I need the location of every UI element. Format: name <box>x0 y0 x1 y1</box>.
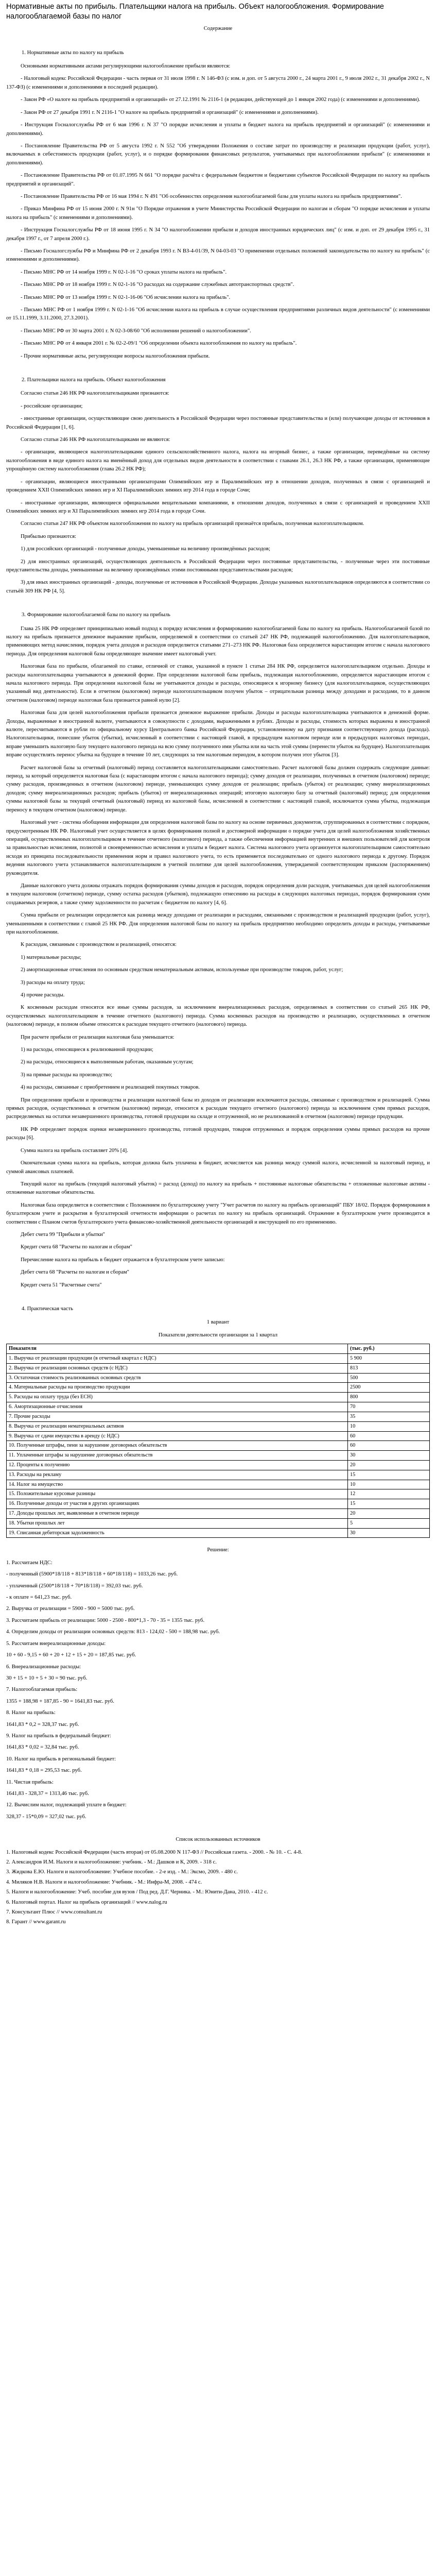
paragraph: - Приказ Минфина РФ от 15 июня 2000 г. N 91н "О Порядке отражения в учете Министерства Российской Федерации по налогам и сборам "О порядке исчисления и уплаты налога на прибыль" (с изменениями и дополнениями). <box>6 206 430 221</box>
table-row <box>7 1518 430 1528</box>
paragraph: К косвенным расходам относятся все иные суммы расходов, за исключением внереализационных расходов, определяемых в соответствии со статьей 265 НК РФ, осуществляемых налогоплательщиком в течение отчетного (налогового) периода. Сумма косвенных расходов на производство и реализацию, осуществленных в отчетном (налоговом) периоде, в полном объеме относится к расходам текущего отчетного (налогового) периода. <box>6 1005 430 1028</box>
paragraph: Глава 25 НК РФ определяет принципиально новый подход к порядку исчисления и формированию налогооблагаемой базы по налогу на прибыль. Налогооблагаемой базой по налогу на прибыль признается денежное выражение прибыли, определяемой в соответствии со статьей 247 НК РФ, подлежащей налогообложению. Для налогоплательщиков, применяющих метод начисления, порядок учета доходов и расходов определяется статьями 271–273 НК РФ. Налоговая база определяется нарастающим итогом с начала налогового периода. Для определения налоговой базы определяющее значение имеет налоговый учет. <box>6 625 430 657</box>
table-row <box>7 1470 430 1480</box>
document-title: Нормативные акты по прибыль. Плательщики налога на прибыль. Объект налогообложения. Формирование налогооблагаемой базы по налог <box>6 3 384 21</box>
table-row <box>7 1509 430 1519</box>
bibliography-heading: Список использованных источников <box>176 1837 260 1843</box>
value-cell: 35 <box>348 1412 430 1421</box>
paragraph: - иностранные организации, являющиеся официальными вещательными компаниями, в отношении доходов, полученных в связи с организацией и проведением XXII Олимпийских зимних игр и XI Паралимпийских зимних игр 2014 года в городе Сочи. <box>6 500 430 514</box>
section-2-body <box>6 389 430 596</box>
paragraph: - Письмо Госналогслужбы РФ и Минфина РФ от 2 декабря 1993 г. N ВЗ-4-01/39, N 04-03-03 "О применении отдельных положений законодательства по налогу на прибыль" (с изменениями и дополнениями). <box>6 248 430 263</box>
paragraph: - Письмо МНС РФ от 1 ноября 1999 г. N 02-1-16 "Об исчислении налога на прибыль в случае осуществления предприятиями различных видов деятельности" (с изменениями от 15.11.1999, 3.11.2000, 27.3.2001). <box>6 307 430 321</box>
bibliography-item: 3. Жидкова Е.Ю. Налоги и налогообложение: Учебное пособие. - 2-е изд. - М.: Эксмо, 2009. - 480 с. <box>6 1869 238 1875</box>
bibliography-item: 7. Консультант Плюс // www.consultant.ru <box>6 1909 102 1916</box>
calc-line: 5. Рассчитаем внереализационные доходы: <box>6 1640 106 1647</box>
paragraph: 3) расходы на оплату труда; <box>21 979 85 986</box>
paragraph: К расходам, связанным с производством и реализацией, относятся: <box>21 942 177 948</box>
paragraph: - Письмо МНС РФ от 18 ноября 1999 г. N 02-1-16 "О расходах на содержание служебных автотранспортных средств". <box>21 282 294 288</box>
paragraph: - Письмо МНС РФ от 30 марта 2001 г. N 02-3-08/60 "Об исполнении решений о налогообложении". <box>21 328 251 334</box>
indicator-cell: 9. Выручка от сдачи имущества в аренду (с НДС) <box>7 1431 348 1441</box>
indicator-cell: 2. Выручка от реализации основных средств (с НДС) <box>7 1363 348 1373</box>
calc-line: 12. Вычислим налог, подлежащий уплате в бюджет: <box>6 1802 127 1808</box>
solution-calculations <box>6 1559 430 1821</box>
bibliography-item: 5. Налоги и налогообложение: Учеб. пособие для вузов / Под ред. Д.Г. Черника. - М.: Юнити-Дана, 2010. - 412 с. <box>6 1889 268 1895</box>
table-header-indicator: Показатели <box>7 1344 348 1354</box>
indicator-cell: 4. Материальные расходы на производство продукции <box>7 1383 348 1393</box>
bibliography-item: 4. Миляков Н.В. Налоги и налогообложение: Учебник. - М.: Инфра-М, 2008. - 474 с. <box>6 1879 202 1885</box>
paragraph: - российские организации; <box>21 403 83 409</box>
value-cell: 60 <box>348 1441 430 1451</box>
indicator-cell: 19. Списанная дебиторская задолженность <box>7 1528 348 1538</box>
indicator-cell: 15. Положительные курсовые разницы <box>7 1489 348 1499</box>
paragraph: - Постановление Правительства РФ от 5 августа 1992 г. N 552 "Об утверждении Положения о составе затрат по производству и реализации продукции (работ, услуг), включаемых в себестоимость продукции (работ, услуг), и о порядке формирования финансовых результатов, учитываемых при налогообложении прибыли" (с изменениями и дополнениями). <box>6 143 430 166</box>
table-row <box>7 1421 430 1431</box>
paragraph: - Прочие нормативные акты, регулирующие вопросы налогообложения прибыли. <box>21 353 210 359</box>
table-header-row <box>7 1344 430 1354</box>
calc-line: 10. Налог на прибыль в региональный бюджет: <box>6 1756 116 1762</box>
paragraph: - иностранные организации, осуществляющие свою деятельность в Российской Федерации через постоянные представительства и (или) получающие доходы от источников в Российской Федерации [1, 6]. <box>6 416 430 430</box>
paragraph: При расчете прибыли от реализации налоговая база уменьшается: <box>21 1034 175 1040</box>
toc-heading: Содержание <box>203 26 233 32</box>
table-row <box>7 1431 430 1441</box>
table-row <box>7 1383 430 1393</box>
table-row <box>7 1354 430 1364</box>
paragraph: 3) для иных иностранных организаций - доходы, полученные от источников в Российской Федерации. Доходы указанных налогоплательщиков определяются в соответствии со статьёй 309 НК РФ [4, 5]. <box>6 580 430 594</box>
value-cell: 800 <box>348 1393 430 1402</box>
calc-line: 3. Рассчитаем прибыль от реализации: 5000 - 2500 - 800*1,3 - 70 - 35 = 1355 тыс. руб. <box>6 1617 205 1623</box>
calc-line: 1641,83 * 0,18 = 295,53 тыс. руб. <box>6 1768 82 1774</box>
paragraph: Налоговая база по прибыли, облагаемой по ставке, отличной от ставки, указанной в пункте 1 статьи 284 НК РФ, определяется налогоплательщиком отдельно. Доходы и расходы налогоплательщика учитываются в денежной форме. При определении налоговой базы прибыль, подлежащая налогообложению, определяется нарастающим итогом с начала налогового периода. При определении налоговой базы не учитываются доходы и расходы, относящиеся к игорному бизнесу (для налогоплательщиков, осуществляющих указанный вид деятельности). Если в отчетном (налоговом) периоде налогоплательщиком получен убыток – отрицательная разница между доходами и расходами, то в данном отчетном (налоговом) периоде налоговая база признается равной нулю [2]. <box>6 664 430 703</box>
paragraph: 1) материальные расходы; <box>21 954 81 960</box>
calc-line: 6. Внереализационные расходы: <box>6 1664 81 1670</box>
paragraph: Налоговая база для целей налогообложения прибыли признается денежное выражение прибыли. Доходы и расходы налогоплательщика учитываются в денежной форме. Доходы, выраженные в иностранной валюте, учитываются в совокупности с доходами, выраженными в рублях. Доходы и расходы, стоимость которых выражена в иностранной валюте, пересчитываются в рубли по официальному курсу Центрального банка Российской Федерации, установленному на дату признания соответствующего дохода (расхода). Налогоплательщики, понесшие убыток (убытки), исчисленный в соответствии с настоящей главой, в предыдущем налоговом периоде или в предыдущих налоговых периодах, вправе уменьшить налоговую базу текущего налогового периода на всю сумму полученного ими убытка или на часть этой суммы (перенести убыток на будущее). Налогоплательщик вправе осуществлять перенос убытка на будущее в течение 10 лет, следующих за тем налоговым периодом, в котором получен этот убыток [3]. <box>6 710 430 758</box>
table-row <box>7 1393 430 1402</box>
paragraph: 3) на прямые расходы на производство; <box>21 1072 113 1078</box>
calc-line: 1355 + 188,98 + 187,85 - 90 = 1641,83 тыс. руб. <box>6 1698 114 1704</box>
bibliography-item: 2. Александров И.М. Налоги и налогообложение: учебник. - М.: Дашков и К, 2009. - 318 с. <box>6 1859 217 1865</box>
calc-line: - уплаченный (2500*18/118 + 70*18/118) = 392,03 тыс. руб. <box>6 1583 143 1589</box>
variant-label: 1 вариант <box>206 1319 230 1326</box>
paragraph: - Налоговый кодекс Российской Федерации - часть первая от 31 июля 1998 г. N 146-ФЗ (с изм. и доп. от 5 августа 2000 г., 24 марта 2001 г., 9 июля 2002 г., 31 декабря 2002 г., N 137-ФЗ) (с изменениями и дополнениями в последней редакции). <box>6 76 430 90</box>
bibliography-item: 6. Налоговый портал. Налог на прибыль организаций // www.nalog.ru <box>6 1899 167 1905</box>
section-2-heading: 2. Плательщики налога на прибыль. Объект налогообложения <box>22 377 166 383</box>
paragraph: 4) на расходы, связанные с приобретением и реализацией покупных товаров. <box>21 1084 200 1091</box>
paragraph: - Инструкция Госналогслужбы РФ от 18 июня 1995 г. N 34 "О налогообложении прибыли и доходов иностранных юридических лиц" (с изм. и доп. от 29 декабря 1995 г., 31 декабря 1997 г., от 7 апреля 2000 г.). <box>6 227 430 242</box>
value-cell: 70 <box>348 1402 430 1412</box>
value-cell: 10 <box>348 1421 430 1431</box>
indicator-cell: 18. Убытки прошлых лет <box>7 1518 348 1528</box>
paragraph: Налоговая база определяется в соответствии с Положением по бухгалтерскому учету "Учет расчетов по налогу на прибыль организаций" ПБУ 18/02. Порядок формирования в бухгалтерском учете и раскрытия в бухгалтерской отчетности информации о расчетах по налогу на прибыль организаций. Отражение в бухгалтерском учете производится в соответствии с Планом счетов бухгалтерского учета финансово-хозяйственной деятельности организаций и инструкцией по его применению. <box>6 1202 430 1225</box>
paragraph: - Письмо МНС РФ от 13 ноября 1999 г. N 02-1-16-06 "Об исчислении налога на прибыль". <box>21 294 231 300</box>
indicator-cell: 14. Налог на имущество <box>7 1480 348 1489</box>
value-cell: 813 <box>348 1363 430 1373</box>
table-row <box>7 1480 430 1489</box>
calc-line: 11. Чистая прибыль: <box>6 1779 54 1785</box>
paragraph: 2) амортизационные отчисления по основным средствам нематериальным активам, используемые при производстве товаров, работ, услуг; <box>21 967 343 973</box>
table-row <box>7 1441 430 1451</box>
table-row <box>7 1460 430 1470</box>
bibliography-list <box>6 1849 430 1927</box>
tax-rate-line: Сумма налога на прибыль составляет 20% [4]. <box>21 1147 128 1154</box>
paragraph: - Закон РФ «О налоге на прибыль предприятий и организаций» от 27.12.1991 № 2116-1 (в редакции, действующей до 1 января 2002 года) (с изменениями и дополнениями). <box>21 97 421 103</box>
paragraph: 1) для российских организаций - полученные доходы, уменьшенные на величину произведённых расходов; <box>21 546 270 552</box>
indicator-cell: 16. Полученные доходы от участия в других организациях <box>7 1499 348 1509</box>
table-row <box>7 1402 430 1412</box>
paragraph: Кредит счета 51 "Расчетные счета" <box>21 1282 102 1288</box>
paragraph: Согласно статьи 246 НК РФ налогоплательщиками не являются: <box>21 437 170 443</box>
paragraph: Основными нормативными актами регулирующими налогообложение прибыли являются: <box>21 63 231 70</box>
paragraph: 4) прочие расходы. <box>21 992 65 998</box>
calc-line: 9. Налог на прибыль в федеральный бюджет: <box>6 1733 111 1739</box>
indicator-cell: 17. Доходы прошлых лет, выявленные в отчетном периоде <box>7 1509 348 1519</box>
paragraph: Дебет счета 68 "Расчеты по налогам и сборам" <box>21 1269 129 1276</box>
value-cell: 20 <box>348 1509 430 1519</box>
paragraph: Текущий налог на прибыль (текущий налоговый убыток) = расход (доход) по налогу на прибыль + постоянные налоговые обязательства + отложенные налоговые активы - отложенные налоговые обязательства. <box>6 1181 430 1196</box>
paragraph: - Письмо МНС РФ от 4 января 2001 г. № 02-2-09/1 "Об определении объекта налогообложения по налогу на прибыль". <box>21 341 297 347</box>
table-header-value: (тыс. руб.) <box>348 1344 430 1354</box>
calc-line: 1641,83 - 328,37 = 1313,46 тыс. руб. <box>6 1790 89 1797</box>
paragraph: - Инструкция Госналогслужбы РФ от 6 мая 1996 г. N 37 "О порядке исчисления и уплаты в бюджет налога на прибыль предприятий и организаций" (с изменениями и дополнениями). <box>6 122 430 137</box>
paragraph: - Закон РФ от 27 декабря 1991 г. N 2116-1 "О налоге на прибыль предприятий и организаций" (с изменениями и дополнениями). <box>21 109 319 115</box>
paragraph: - Постановление Правительства РФ от 01.07.1995 N 661 "О порядке расчёта с федеральным бюджетом и бюджетами субъектов Российской Федерации по налогу на прибыль предприятий и организаций". <box>6 173 430 187</box>
value-cell: 30 <box>348 1451 430 1461</box>
section-1-heading: 1. Нормативные акты по налогу на прибыль <box>22 49 124 56</box>
value-cell: 15 <box>348 1470 430 1480</box>
calc-line: 7. Налогооблагаемая прибыль: <box>6 1687 78 1693</box>
indicator-cell: 5. Расходы на оплату труда (без ЕСН) <box>7 1393 348 1402</box>
section-3-heading: 3. Формирование налогооблагаемой базы по налогу на прибыль <box>22 612 170 618</box>
value-cell: 2500 <box>348 1383 430 1393</box>
paragraph: - Письмо МНС РФ от 14 ноября 1999 г. N 02-1-16 "О сроках уплаты налога на прибыль". <box>21 269 227 275</box>
indicator-cell: 13. Расходы на рекламу <box>7 1470 348 1480</box>
calc-line: 328,37 - 15*0,09 = 327,02 тыс. руб. <box>6 1814 86 1820</box>
section-3-body-2 <box>6 1159 430 1290</box>
table-row <box>7 1373 430 1383</box>
indicator-cell: 6. Амортизационные отчисления <box>7 1402 348 1412</box>
paragraph: Согласно статьи 247 НК РФ объектом налогообложения по налогу на прибыль организаций признаётся прибыль, полученная налогоплательщиком. <box>21 521 364 527</box>
paragraph: Прибылью признаются: <box>21 533 77 539</box>
indicator-cell: 10. Полученные штрафы, пени за нарушение договорных обязательств <box>7 1441 348 1451</box>
value-cell: 20 <box>348 1460 430 1470</box>
indicator-cell: 11. Уплаченные штрафы за нарушение договорных обязательств <box>7 1451 348 1461</box>
indicator-cell: 8. Выручка от реализации нематериальных активов <box>7 1421 348 1431</box>
calc-line: - к оплате = 641,23 тыс. руб. <box>6 1595 72 1601</box>
calc-line: - полученный (5900*18/118 + 813*18/118 + 60*18/118) = 1033,26 тыс. руб. <box>6 1571 178 1578</box>
value-cell: 10 <box>348 1480 430 1489</box>
value-cell: 30 <box>348 1528 430 1538</box>
indicators-table <box>6 1344 430 1538</box>
paragraph: - организации, являющиеся иностранными организаторами Олимпийских игр и Паралимпийских игр в отношении доходов, полученных в связи с организацией и проведением XXII Олимпийских зимних игр и XI Паралимпийских зимних игр 2014 года в городе Сочи; <box>6 479 430 494</box>
value-cell: 12 <box>348 1489 430 1499</box>
value-cell: 15 <box>348 1499 430 1509</box>
value-cell: 60 <box>348 1431 430 1441</box>
value-cell: 5 900 <box>348 1354 430 1364</box>
section-3-body <box>6 625 430 1143</box>
bibliography-item: 8. Гарант // www.garant.ru <box>6 1919 66 1925</box>
indicator-cell: 12. Проценты к получению <box>7 1460 348 1470</box>
value-cell: 5 <box>348 1518 430 1528</box>
paragraph: Расчет налоговой базы за отчетный (налоговый) период составляется налогоплательщиками самостоятельно. Расчет налоговой базы должен содержать следующие данные: период, за который определяется налоговая база (с нарастающим итогом с начала налогового периода); сумму доходов от реализации, полученных в отчетном (налоговом) периоде; сумму расходов, произведенных в отчетном (налоговом) периоде, уменьшающих сумму доходов от реализации; прибыль (убыток) от реализации; сумму внереализационных доходов; сумму внереализационных расходов; прибыль (убыток) от внереализационных операций; итоговую налоговую базу за отчетный (налоговый) период; для определения суммы налоговой базы за текущий отчетный (налоговый) период из налоговой базы, исчисленной в соответствии с настоящей главой, исключается сумма убытка, подлежащая переносу в текущем отчетном (налоговом) периоде. <box>6 765 430 813</box>
calc-line: 2. Выручка от реализации = 5900 - 900 = 5000 тыс. руб. <box>6 1606 135 1612</box>
paragraph: 1) на расходы, относящиеся к реализованной продукции; <box>21 1047 153 1053</box>
calc-line: 4. Определим доходы от реализации основных средств: 813 - 124,02 - 500 = 188,98 тыс. руб. <box>6 1629 220 1635</box>
section-4-heading: 4. Практическая часть <box>22 1306 73 1312</box>
calc-line: 1641,83 * 0,2 = 328,37 тыс. руб. <box>6 1721 79 1727</box>
paragraph: 2) на расходы, относящиеся к выполненным работам, оказанным услугам; <box>21 1059 194 1065</box>
table-row <box>7 1451 430 1461</box>
calc-line: 1. Рассчитаем НДС: <box>6 1560 53 1566</box>
paragraph: Согласно статьи 246 НК РФ налогоплательщиками признаются: <box>21 391 169 397</box>
paragraph: - организации, являющиеся налогоплательщиками единого сельскохозяйственного налога, налога на игорный бизнес, а также организации, переведённые на систему налогообложения в виде единого налога на вменённый доход для отдельных видов деятельности в соответствии с главами 26.1, 26.3 НК РФ, а также организации, применяющие упрощённую систему налогообложения (глава 26.2 НК РФ); <box>6 449 430 472</box>
table-row <box>7 1363 430 1373</box>
table-title: Показатели деятельности организации за 1 квартал <box>158 1332 278 1338</box>
bibliography-item: 1. Налоговый кодекс Российской Федерации (часть вторая) от 05.08.2000 N 117-ФЗ // Российская газета. - 2000. - № 10. - С. 4-8. <box>6 1849 303 1855</box>
calc-line: 8. Налог на прибыль: <box>6 1710 56 1716</box>
paragraph: Окончательная сумма налога на прибыль, которая должна быть уплачена в бюджет, исчисляется как разница между суммой налога, исчисленной за налоговый период, и суммой авансовых платежей. <box>6 1160 430 1175</box>
paragraph: Дебет счета 99 "Прибыли и убытки" <box>21 1231 105 1238</box>
indicator-cell: 7. Прочие расходы <box>7 1412 348 1421</box>
paragraph: Данные налогового учета должны отражать порядок формирования суммы доходов и расходов, порядок определения доли расходов, учитываемых для целей налогообложения в текущем налоговом (отчетном) периоде, сумму остатка расходов (убытков), подлежащую отнесению на расходы в следующих налоговых периодах, порядок формирования сумм создаваемых резервов, а также сумму задолженности по расчетам с бюджетом по налогу [4, 6]. <box>6 883 430 906</box>
paragraph: Сумма прибыли от реализации определяется как разница между доходами от реализации и расходами, связанными с производством и реализацией продукции (работ, услуг), уменьшенными в соответствии с главой 25 НК РФ. Для определения налоговой базы по налогу на прибыль предприятию необходимо определить доходы и расходы, учитываемые при налогообложении. <box>6 912 430 935</box>
indicator-cell: 3. Остаточная стоимость реализованных основных средств <box>7 1373 348 1383</box>
paragraph: НК РФ определяет порядок оценки незавершенного производства, готовой продукции, товаров отгруженных и порядок определения суммы прямых расходов на прочие расходы [6]. <box>6 1126 430 1141</box>
paragraph: 2) для иностранных организаций, осуществляющих деятельность в Российской Федерации через постоянные представительства, - полученные через эти постоянные представительства доходы, уменьшенные на величину произведённых этими постоянными представительствами расходов; <box>6 558 430 573</box>
value-cell: 500 <box>348 1373 430 1383</box>
table-row <box>7 1528 430 1538</box>
table-row <box>7 1412 430 1421</box>
paragraph: - Постановление Правительства РФ от 16 мая 1994 г. N 491 "Об особенностях определения налогооблагаемой базы для уплаты налога на прибыль предприятиями". <box>21 193 402 199</box>
paragraph: При определении прибыли и производства и реализации налоговой базы из доходов от реализации исключаются расходы, связанные с производством и реализацией. Сумма прямых расходов, осуществленных в отчетном (налоговом) периоде, относится к расходам текущего отчетного (налогового) периода за исключением сумм прямых расходов, распределяемых на остатки незавершенного производства, готовой продукции на складе и отгруженной, но не реализованной в отчетном (налоговом) периоде продукции. <box>6 1097 430 1120</box>
paragraph: Перечисление налога на прибыль в бюджет отражается в бухгалтерском учете записью: <box>21 1257 225 1263</box>
calc-line: 10 + 60 - 9,15 + 60 + 20 + 12 + 15 + 20 = 187,85 тыс. руб. <box>6 1652 136 1658</box>
paragraph: Кредит счета 68 "Расчеты по налогам и сборам" <box>21 1244 132 1250</box>
calc-line: 30 + 15 + 10 + 5 + 30 = 90 тыс. руб. <box>6 1675 88 1681</box>
calc-line: 1641,83 * 0,02 = 32,84 тыс. руб. <box>6 1744 79 1751</box>
table-row <box>7 1499 430 1509</box>
table-row <box>7 1489 430 1499</box>
paragraph: Налоговый учет - система обобщения информации для определения налоговой базы по налогу на основе первичных документов, сгруппированных в соответствии с порядком, предусмотренным НК РФ. Налоговый учет осуществляется в целях формирования полной и достоверной информации о порядке учета для целей налогообложения хозяйственных операций, осуществленных налогоплательщиком в течение отчетного (налогового) периода, а также обеспечения информацией внутренних и внешних пользователей для контроля за правильностью исчисления, полнотой и своевременностью исчисления и уплаты в бюджет налога. Система налогового учета организуется налогоплательщиком самостоятельно исходя из принципа последовательности применения норм и правил налогового учета, то есть применяется последовательно от одного налогового периода к другому. Порядок ведения налогового учета устанавливается налогоплательщиком в учетной политике для целей налогообложения, утверждаемой соответствующим приказом (распоряжением) руководителя. <box>6 820 430 876</box>
indicator-cell: 1. Выручка от реализации продукции (в отчетный квартал с НДС) <box>7 1354 348 1364</box>
solution-label: Решение: <box>207 1547 229 1553</box>
section-1-body <box>6 62 430 361</box>
